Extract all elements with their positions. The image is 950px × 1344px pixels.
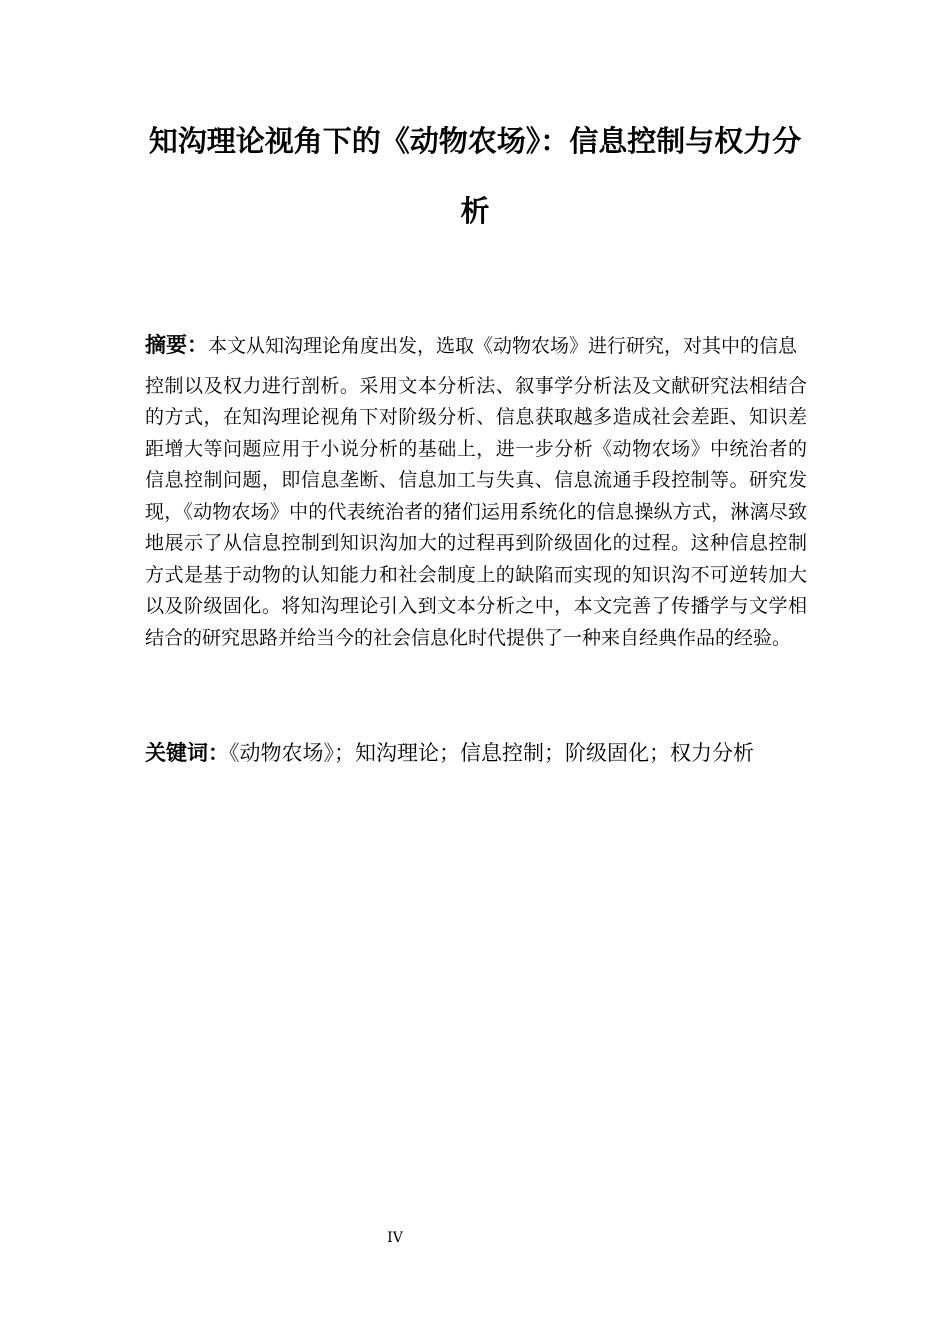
- abstract-section: [145, 330, 807, 654]
- abstract-body: 控制以及权力进行剖析。采用文本分析法、叙事学分析法及文献研究法相结合的方式，在知沟理论视角下对阶级分析、信息获取越多造成社会差距、知识差距增大等问题应用于小说分析的基础上，进一步分析《动物农场》中统治者的信息控制问题，即信息垄断、信息加工与失真、信息流通手段控制等。研究发现，《动物农场》中的代表统治者的猪们运用系统化的信息操纵方式，淋漓尽致地展示了从信息控制到知识沟加大的过程再到阶级固化的过程。这种信息控制方式是基于动物的认知能力和社会制度上的缺陷而实现的知识沟不可逆转加大以及阶级固化。将知沟理论引入到文本分析之中，本文完善了传播学与文学相结合的研究思路并给当今的社会信息化时代提供了一种来自经典作品的经验。: [145, 374, 807, 649]
- keywords-text: 《动物农场》；知沟理论；信息控制；阶级固化；权力分析: [229, 741, 754, 765]
- abstract-first-line: [145, 330, 807, 363]
- document-title: 知沟理论视角下的《动物农场》：信息控制与权力分析: [148, 124, 802, 228]
- page-number: IV: [387, 1230, 403, 1246]
- keywords-label: 关键词：: [145, 741, 229, 765]
- abstract-label: 摘要：: [145, 333, 208, 357]
- keywords-section: [145, 722, 807, 784]
- abstract-first-text: 本文从知沟理论角度出发，选取《动物农场》进行研究，对其中的信息: [208, 335, 798, 357]
